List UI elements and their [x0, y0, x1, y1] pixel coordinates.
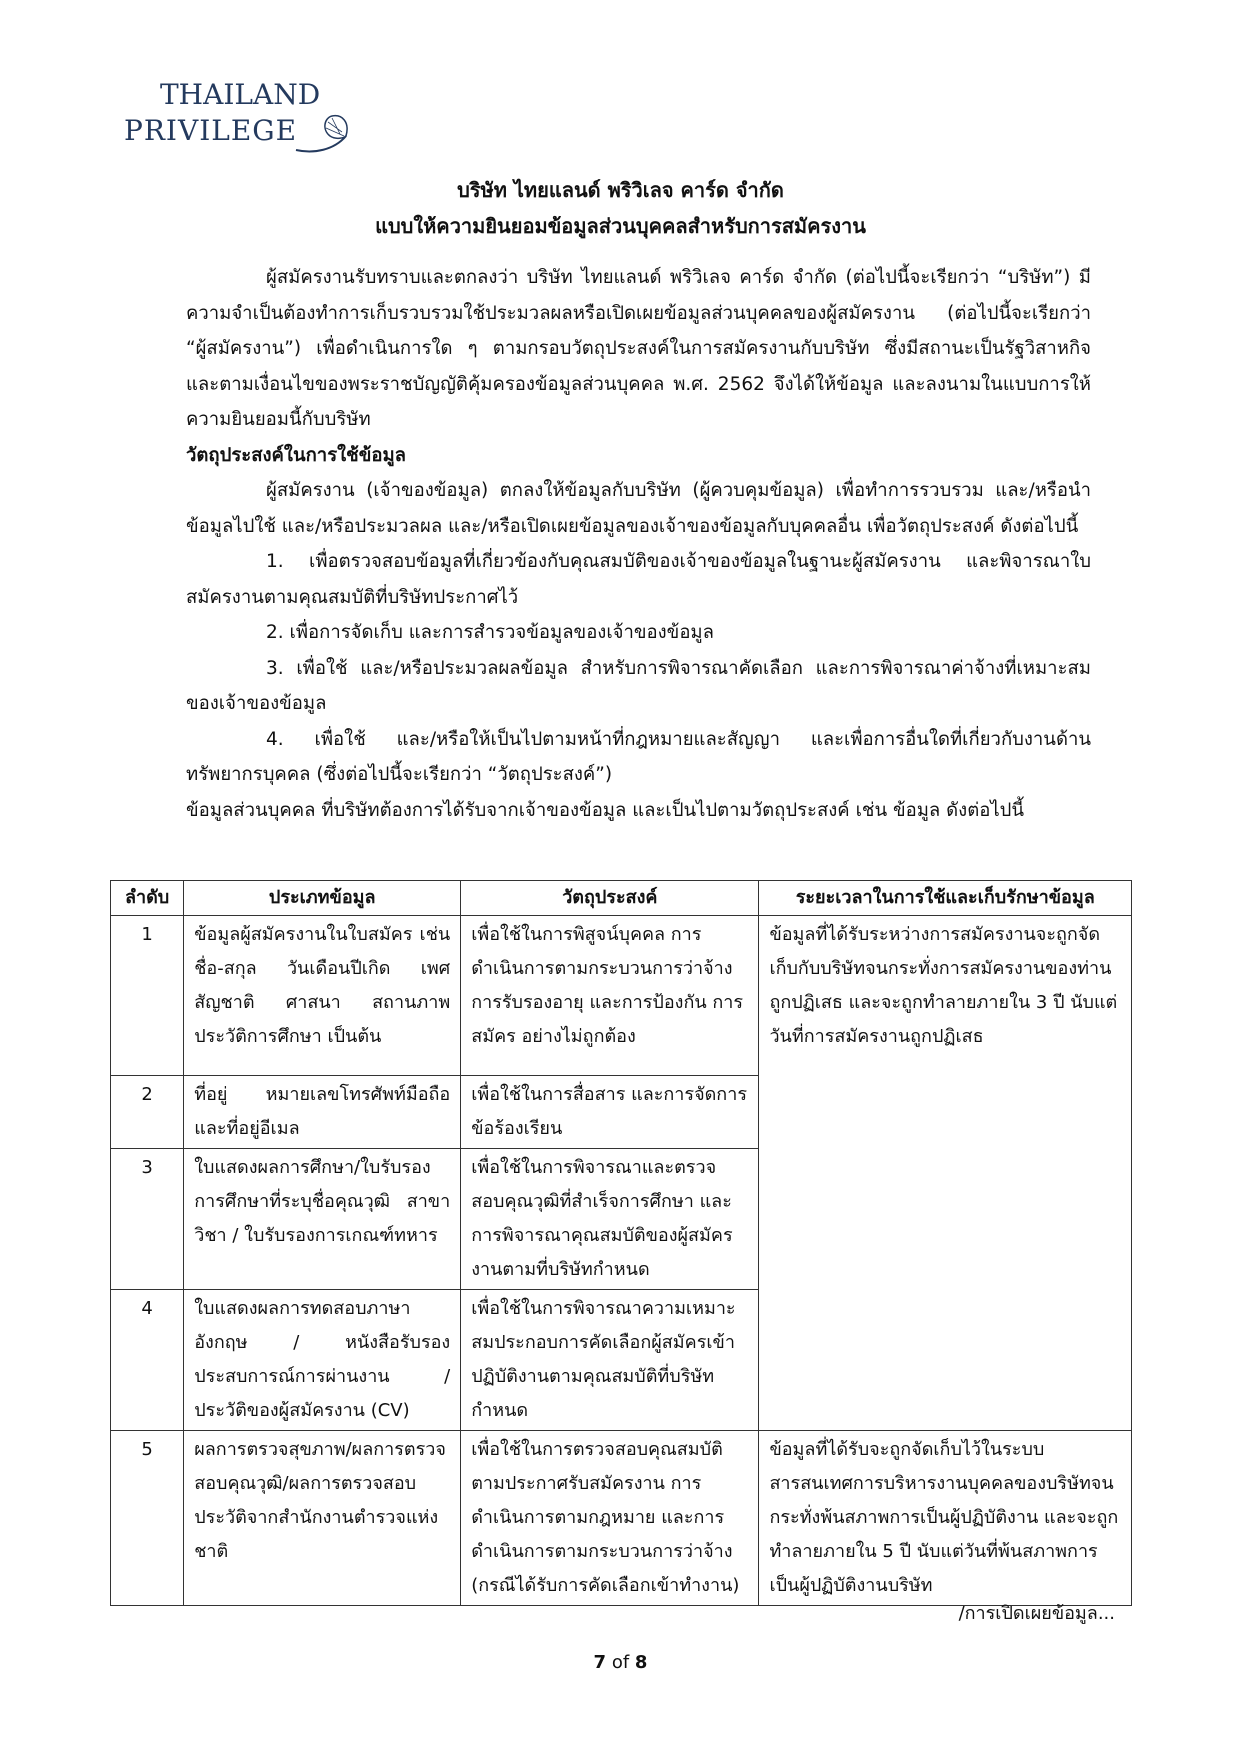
row-data-type: ใบแสดงผลการทดสอบภาษาอังกฤษ / หนังสือรับรองประสบการณ์การผ่านงาน / ประวัติของผู้สมัครงาน (CV): [184, 1290, 461, 1431]
document-body: [186, 260, 1091, 828]
row-purpose: เพื่อใช้ในการพิจารณาความเหมาะสมประกอบการคัดเลือกผู้สมัครเข้าปฏิบัติงานตามคุณสมบัติที่บริษัทกำหนด: [461, 1290, 759, 1431]
lotus-leaf-icon: [290, 110, 370, 162]
row-number: 4: [111, 1290, 184, 1431]
logo-line-2: PRIVILEGE: [124, 114, 298, 147]
row-data-type: ผลการตรวจสุขภาพ/ผลการตรวจสอบคุณวุฒิ/ผลการตรวจสอบประวัติจากสำนักงานตำรวจแห่งชาติ: [184, 1431, 461, 1606]
row-data-type: ใบแสดงผลการศึกษา/ใบรับรองการศึกษาที่ระบุชื่อคุณวุฒิ สาขาวิชา / ใบรับรองการเกณฑ์ทหาร: [184, 1149, 461, 1290]
section-heading: วัตถุประสงค์ในการใช้ข้อมูล: [186, 444, 407, 466]
purpose-item-1: 1. เพื่อตรวจสอบข้อมูลที่เกี่ยวข้องกับคุณสมบัติของเจ้าของข้อมูลในฐานะผู้สมัครงาน และพิจารณาใบสมัครงานตามคุณสมบัติที่บริษัทประกาศไว้: [186, 551, 1091, 608]
row-purpose: เพื่อใช้ในการพิสูจน์บุคคล การดำเนินการตามกระบวนการว่าจ้าง การรับรองอายุ และการป้องกัน การสมัคร อย่างไม่ถูกต้อง: [461, 916, 759, 1076]
page-current: 7: [593, 1652, 607, 1673]
form-title: แบบให้ความยินยอมข้อมูลส่วนบุคคลสำหรับการสมัครงาน: [375, 214, 866, 238]
thailand-privilege-logo: [100, 72, 360, 162]
company-name: บริษัท ไทยแลนด์ พริวิเลจ คาร์ด จำกัด: [457, 178, 784, 202]
consent-paragraph: ผู้สมัครงาน (เจ้าของข้อมูล) ตกลงให้ข้อมูลกับบริษัท (ผู้ควบคุมข้อมูล) เพื่อทำการรวบรวม และ/หรือนำข้อมูลไปใช้ และ/หรือประมวลผล และ/หรือเปิดเผยข้อมูลของเจ้าของข้อมูลกับบุคคลอื่น เพื่อวัตถุประสงค์ ดังต่อไปนี้: [186, 480, 1091, 537]
row-number: 3: [111, 1149, 184, 1290]
row-purpose: เพื่อใช้ในการสื่อสาร และการจัดการข้อร้องเรียน: [461, 1076, 759, 1149]
row-purpose: เพื่อใช้ในการพิจารณาและตรวจสอบคุณวุฒิที่สำเร็จการศึกษา และการพิจารณาคุณสมบัติของผู้สมัครงานตามที่บริษัทกำหนด: [461, 1149, 759, 1290]
personal-data-table: [110, 880, 1132, 1606]
purpose-item-3: 3. เพื่อใช้ และ/หรือประมวลผลข้อมูล สำหรับการพิจารณาคัดเลือก และการพิจารณาค่าจ้างที่เหมาะสมของเจ้าของข้อมูล: [186, 657, 1091, 714]
row-number: 5: [111, 1431, 184, 1606]
purpose-item-2: 2. เพื่อการจัดเก็บ และการสำรวจข้อมูลของเจ้าของข้อมูล: [266, 622, 714, 643]
row-retention-period: ข้อมูลที่ได้รับระหว่างการสมัครงานจะถูกจัดเก็บกับบริษัทจนกระทั่งการสมัครงานของท่านถูกปฏิเสธ และจะถูกทำลายภายใน 3 ปี นับแต่วันที่การสมัครงานถูกปฏิเสธ: [759, 916, 1132, 1431]
row-retention-period: ข้อมูลที่ได้รับจะถูกจัดเก็บไว้ในระบบสารสนเทศการบริหารงานบุคคลของบริษัทจนกระทั่งพ้นสภาพการเป็นผู้ปฏิบัติงาน และจะถูกทำลายภายใน 5 ปี นับแต่วันที่พ้นสภาพการเป็นผู้ปฏิบัติงานบริษัท: [759, 1431, 1132, 1606]
row-data-type: ข้อมูลผู้สมัครงานในใบสมัคร เช่น ชื่อ-สกุล วันเดือนปีเกิด เพศ สัญชาติ ศาสนา สถานภาพ ประวัติการศึกษา เป็นต้น: [184, 916, 461, 1076]
table-header-row: [111, 881, 1132, 916]
header-purpose: วัตถุประสงค์: [461, 881, 759, 916]
row-number: 1: [111, 916, 184, 1076]
page-total: 8: [634, 1652, 648, 1673]
row-data-type: ที่อยู่ หมายเลขโทรศัพท์มือถือ และที่อยู่อีเมล: [184, 1076, 461, 1149]
purpose-item-4: 4. เพื่อใช้ และ/หรือให้เป็นไปตามหน้าที่กฎหมายและสัญญา และเพื่อการอื่นใดที่เกี่ยวกับงานด้านทรัพยากรบุคคล (ซึ่งต่อไปนี้จะเรียกว่า “วัตถุประสงค์”): [186, 728, 1091, 785]
page-number: [0, 1652, 1241, 1673]
page-of: of: [611, 1652, 630, 1673]
table-intro: ข้อมูลส่วนบุคคล ที่บริษัทต้องการได้รับจากเจ้าของข้อมูล และเป็นไปตามวัตถุประสงค์ เช่น ข้อมูล ดังต่อไปนี้: [186, 799, 1025, 821]
table-row: [111, 1431, 1132, 1606]
intro-paragraph: ผู้สมัครงานรับทราบและตกลงว่า บริษัท ไทยแลนด์ พริวิเลจ คาร์ด จำกัด (ต่อไปนี้จะเรียกว่า “บริษัท”) มีความจำเป็นต้องทำการเก็บรวบรวมใช้ประมวลผลหรือเปิดเผยข้อมูลส่วนบุคคลของผู้สมัครงาน (ต่อไปนี้จะเรียกว่า “ผู้สมัครงาน”) เพื่อดำเนินการใด ๆ ตามกรอบวัตถุประสงค์ในการสมัครงานกับบริษัท ซึ่งมีสถานะเป็นรัฐวิสาหกิจ และตามเงื่อนไขของพระราชบัญญัติคุ้มครองข้อมูลส่วนบุคคล พ.ศ. 2562 จึงได้ให้ข้อมูล และลงนามในแบบการให้ความยินยอมนี้กับบริษัท: [186, 267, 1091, 430]
continuation-note: /การเปิดเผยข้อมูล...: [958, 1603, 1115, 1624]
row-number: 2: [111, 1076, 184, 1149]
logo-line-1: THAILAND: [160, 78, 321, 111]
header-retention: ระยะเวลาในการใช้และเก็บรักษาข้อมูล: [759, 881, 1132, 916]
header-number: ลำดับ: [111, 881, 184, 916]
row-purpose: เพื่อใช้ในการตรวจสอบคุณสมบัติตามประกาศรับสมัครงาน การดำเนินการตามกฎหมาย และการดำเนินการตามกระบวนการว่าจ้าง (กรณีได้รับการคัดเลือกเข้าทำงาน): [461, 1431, 759, 1606]
table-row: [111, 916, 1132, 1076]
header-data-type: ประเภทข้อมูล: [184, 881, 461, 916]
